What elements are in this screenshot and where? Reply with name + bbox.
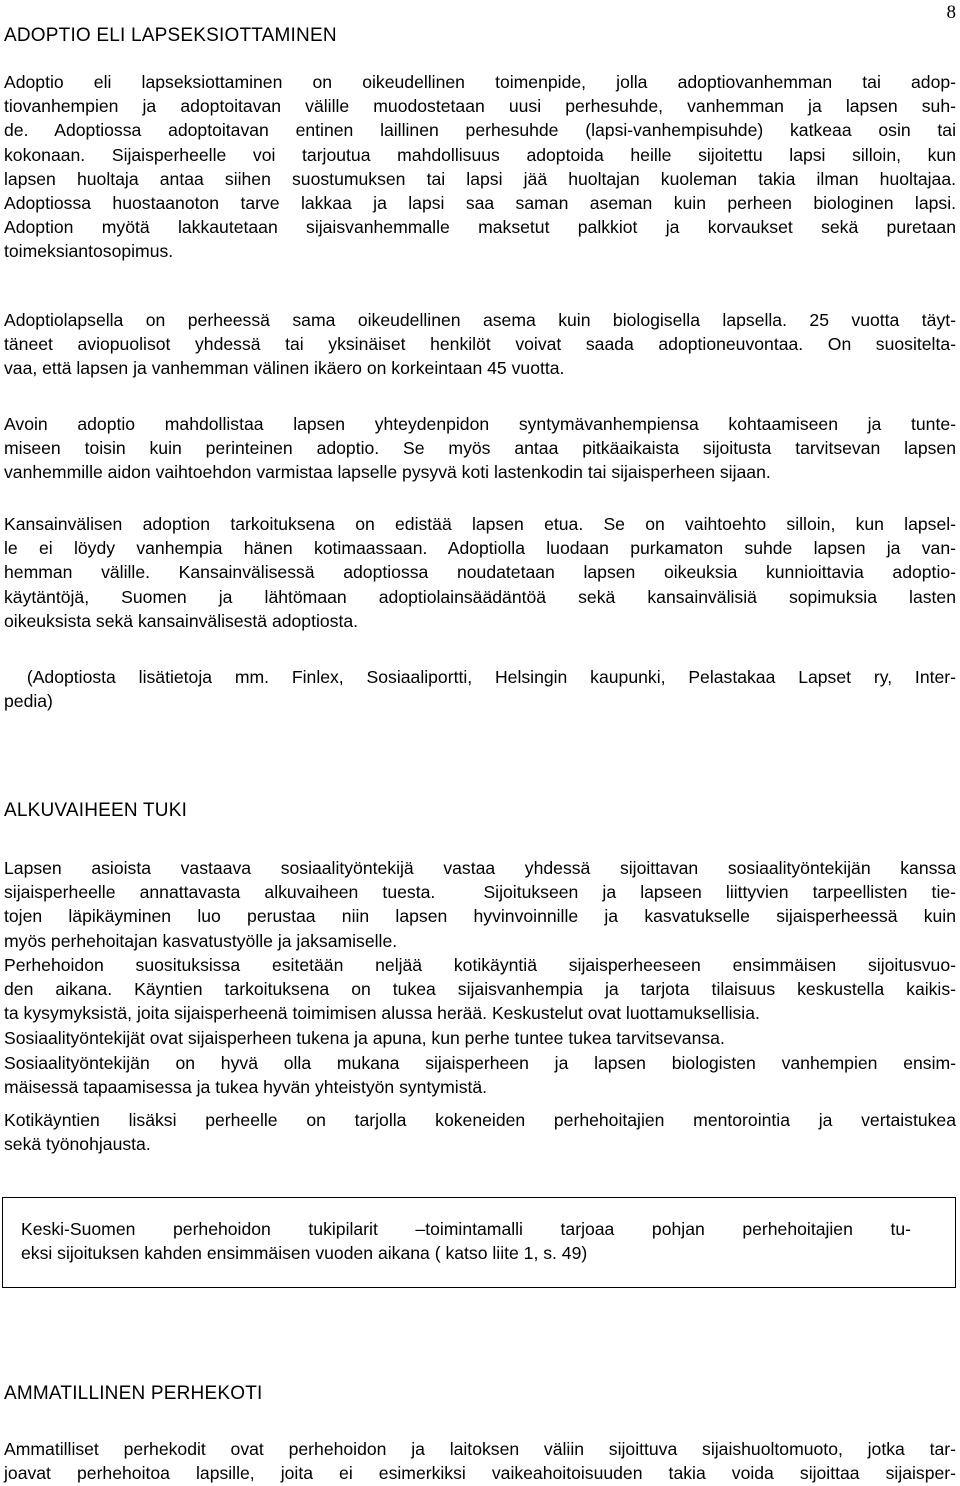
text-line: joavat perhehoitoa lapsille, joita ei esimerkiksi vaikeahoitoisuuden takia voida sijoittaa sijaisper- [4,1463,956,1484]
paragraph [4,1437,956,1485]
paragraph [4,1051,956,1099]
paragraph [4,412,956,485]
text-line: Sosiaalityöntekijän on hyvä olla mukana sijaisperheen ja lapsen biologisten vanhempien ensim- [4,1053,956,1073]
text-line: pedia) [4,691,53,712]
text-line: Perhehoidon suosituksissa esitetään neljää kotikäyntiä sijaisperheeseen ensimmäisen sijoitusvuo- [4,955,956,975]
text-line: kokonaan. Sijaisperheelle voi tarjoutua mahdollisuus adoptoida heille sijoitettu lapsi silloin, kun [4,144,956,165]
paragraph [4,308,956,381]
paragraph [4,512,956,633]
text-line: vaa, että lapsen ja vanhemman välinen ikäero on korkeintaan 45 vuotta. [4,358,565,379]
section-heading: ADOPTIO ELI LAPSEKSIOTTAMINEN [4,25,337,46]
text-line: (Adoptiosta lisätietoja mm. Finlex, Sosiaaliportti, Helsingin kaupunki, Pelastakaa Lapset ry, Inter- [4,667,956,687]
text-line: käytäntöjä, Suomen ja lähtömaan adoptiolainsäädäntöä sekä kansainvälisiä sopimuksia lasten [4,586,956,607]
text-line: Adoptiolapsella on perheessä sama oikeudellinen asema kuin biologisella lapsella. 25 vuotta täyt- [4,310,956,330]
text-line: Kansainvälisen adoption tarkoituksena on edistää lapsen etua. Se on vaihtoehto silloin, kun lapsel- [4,514,956,534]
text-line: ta kysymyksistä, joita sijaisperheenä toimimisen alussa herää. Keskustelut ovat luottamuksellisia. [4,1003,760,1024]
paragraph [4,70,956,264]
text-line: eksi sijoituksen kahden ensimmäisen vuoden aikana ( katso liite 1, s. 49) [21,1243,588,1264]
text-line: le ei löydy vanhempia hänen kotimaassaan. Adoptiolla luodaan purkamaton suhde lapsen ja van- [4,538,956,559]
text-line: sekä työnohjausta. [4,1134,151,1155]
paragraph [4,665,956,713]
text-line: Adoption myötä lakkautetaan sijaisvanhemmalle maksetut palkkiot ja korvaukset sekä puretaan [4,217,956,238]
paragraph [4,1026,956,1050]
text-line: de. Adoptiossa adoptoitavan entinen laillinen perhesuhde (lapsi-vanhempisuhde) katkeaa osin tai [4,120,956,141]
text-line: täneet aviopuolisot yhdessä tai yksinäiset henkilöt voivat saada adoptioneuvontaa. On suositelta- [4,334,956,355]
text-line: Lapsen asioista vastaava sosiaalityöntekijä vastaa yhdessä sijoittavan sosiaalityöntekijän kanssa [4,858,956,878]
paragraph [4,856,956,953]
info-box [2,1197,956,1288]
text-line: toimeksiantosopimus. [4,241,174,262]
paragraph [4,1108,956,1156]
section-heading: ALKUVAIHEEN TUKI [4,800,188,821]
text-line: Sosiaalityöntekijät ovat sijaisperheen tukena ja apuna, kun perhe tuntee tukea tarvitsevansa. [4,1028,725,1048]
text-line: sijaisperheelle annattavasta alkuvaiheen tuesta. Sijoitukseen ja lapseen liittyvien tarpeellisten tie- [4,882,956,903]
text-line: miseen toisin kuin perinteinen adoptio. Se myös antaa pitkäaikaista sijoitusta tarvitsevan lapsen [4,438,956,459]
text-line: Keski-Suomen perhehoidon tukipilarit –toimintamalli tarjoaa pohjan perhehoitajien tu- [21,1219,911,1239]
text-line: Ammatilliset perhekodit ovat perhehoidon ja laitoksen väliin sijoittuva sijaishuoltomuoto, jotka tar- [4,1439,956,1459]
text-line: vanhemmille aidon vaihtoehdon varmistaa lapselle pysyvä koti lastenkodin tai sijaisperheen sijaan. [4,462,771,483]
text-line: den aikana. Käyntien tarkoituksena on tukea sijaisvanhempia ja tarjota tilaisuus keskustella kaikis- [4,979,956,1000]
text-line: tiovanhempien ja adoptoitavan välille muodostetaan uusi perhesuhde, vanhemman ja lapsen suh- [4,96,956,117]
text-line: myös perhehoitajan kasvatustyölle ja jaksamiselle. [4,930,398,951]
text-line: Adoptio eli lapseksiottaminen on oikeudellinen toimenpide, jolla adoptiovanhemman tai adop- [4,72,956,92]
text-line: Kotikäyntien lisäksi perheelle on tarjolla kokeneiden perhehoitajien mentorointia ja vertaistukea [4,1110,956,1130]
section-heading: AMMATILLINEN PERHEKOTI [4,1383,263,1404]
info-box-text [21,1217,911,1265]
text-line: lapsen huoltaja antaa siihen suostumuksen tai lapsi jää huoltajan kuoleman takia ilman huoltajaa. [4,168,956,189]
page-number: 8 [946,2,956,23]
text-line: tojen läpikäyminen luo perustaa niin lapsen hyvinvoinnille ja kasvatukselle sijaisperheessä kuin [4,906,956,927]
text-line: Avoin adoptio mahdollistaa lapsen yhteydenpidon syntymävanhempiensa kohtaamiseen ja tunte- [4,414,956,434]
text-line: oikeuksista sekä kansainvälisestä adoptiosta. [4,610,359,631]
paragraph [4,953,956,1026]
text-line: Adoptiossa huostaanoton tarve lakkaa ja lapsi saa saman aseman kuin perheen biologinen lapsi. [4,193,956,214]
text-line: mäisessä tapaamisessa ja tukea hyvän yhteistyön syntymistä. [4,1077,488,1098]
text-line: hemman välille. Kansainvälisessä adoptiossa noudatetaan lapsen oikeuksia kunnioittavia adoptio- [4,562,956,583]
